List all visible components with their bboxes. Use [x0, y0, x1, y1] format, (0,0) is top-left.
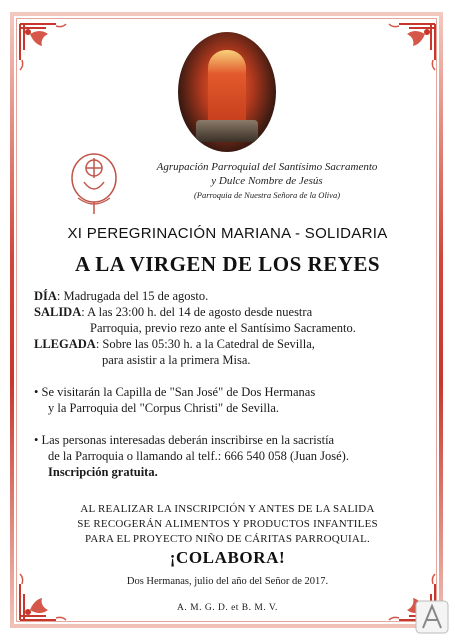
- virgin-figure: [208, 50, 246, 130]
- association-line-2: y Dulce Nombre de Jesús: [211, 175, 323, 187]
- collection-line-2: SE RECOGERÁN ALIMENTOS Y PRODUCTOS INFANTILES: [77, 518, 378, 530]
- event-subtitle: A LA VIRGEN DE LOS REYES: [74, 252, 381, 276]
- collection-line-3: PARA EL PROYECTO NIÑO DE CÁRITAS PARROQUIAL.: [85, 533, 370, 545]
- watermark-logo-icon: [415, 600, 449, 634]
- bullet-register-line-3: Inscripción gratuita.: [48, 465, 158, 479]
- collection-line-1: AL REALIZAR LA INSCRIPCIÓN Y ANTES DE LA SALIDA: [80, 503, 375, 515]
- closing-motto: A. M. G. D. et B. M. V.: [177, 603, 278, 613]
- event-details: [34, 288, 424, 480]
- place-date: Dos Hermanas, julio del año del Señor de 2017.: [126, 576, 329, 587]
- dia-text: : Madrugada del 15 de agosto.: [56, 289, 209, 303]
- salida-text: : A las 23:00 h. del 14 de agosto desde nuestra: [81, 305, 313, 319]
- bullet-visit-line-1: • Se visitarán la Capilla de "San José" de Dos Hermanas: [34, 385, 316, 399]
- corner-ornament-icon: [16, 20, 80, 84]
- bullet-visit-line-2: y la Parroquia del "Corpus Christi" de Sevilla.: [48, 401, 280, 415]
- llegada-line-2: para asistir a la primera Misa.: [102, 353, 251, 367]
- salida-label: SALIDA: [34, 305, 82, 319]
- llegada-label: LLEGADA: [34, 337, 96, 351]
- dia-line: [34, 288, 424, 304]
- virgin-pedestal: [196, 120, 258, 142]
- colabora-heading: ¡COLABORA!: [169, 548, 286, 567]
- llegada-text: : Sobre las 05:30 h. a la Catedral de Sevilla,: [95, 337, 315, 351]
- corner-ornament-icon: [16, 560, 80, 624]
- parish-emblem-icon: [68, 148, 120, 216]
- bullet-register-line-2: de la Parroquia o llamando al telf.: 666 540 058 (Juan José).: [48, 449, 349, 463]
- association-line-3: (Parroquia de Nuestra Señora de la Oliva): [193, 190, 341, 200]
- association-line-1: Agrupación Parroquial del Santísimo Sacramento: [156, 161, 378, 173]
- bullet-register-line-1: • Las personas interesadas deberán inscribirse en la sacristía: [34, 433, 335, 447]
- salida-line: [34, 304, 424, 320]
- event-title: XI PEREGRINACIÓN MARIANA - SOLIDARIA: [67, 225, 388, 242]
- association-name: [132, 160, 402, 202]
- llegada-line: [34, 336, 424, 352]
- corner-ornament-icon: [375, 20, 439, 84]
- dia-label: DÍA: [34, 289, 57, 303]
- virgin-photo: [178, 32, 276, 152]
- collection-notice: [0, 502, 455, 547]
- salida-line-2: Parroquia, previo rezo ante el Santísimo Sacramento.: [90, 321, 356, 335]
